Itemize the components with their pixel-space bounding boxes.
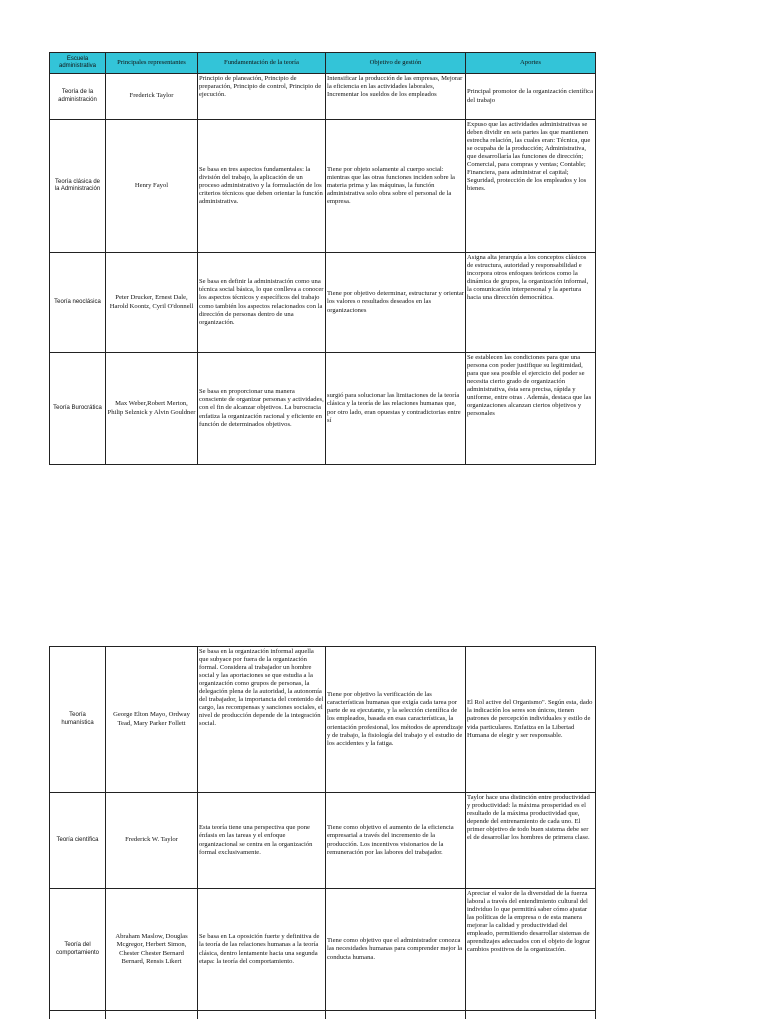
cutoff-cell	[326, 1011, 466, 1020]
basis-cell: Se basa en tres aspectos fundamentales: la división del trabajo, la aplicación de un proceso administrativo y la formulación de los criterios técnicos que deben orientar la función administrativa.	[198, 120, 326, 253]
reps-cell: Peter Drucker, Ernest Dale, Harold Koontz, Cyril O'donnell	[106, 253, 198, 353]
table-row	[50, 647, 596, 793]
header-objective: Objetivo de gestión	[326, 53, 466, 74]
cutoff-cell	[106, 1011, 198, 1020]
objective-cell: Tiene por objetivo determinar, estructurar y orientar los valores o resultados deseados en las organizaciones	[326, 253, 466, 353]
table-row	[50, 793, 596, 889]
table-row	[50, 74, 596, 120]
objective-cell: Tiene por objetivo la verificación de las características humanas que exigía cada tarea por parte de su ejecutante, y la selección científica de los empleados, basada en esas características, la orientación profesional, los métodos de aprendizaje y de trabajo, la fisiología del trabajo y el estudio de los accidentes y la fatiga.	[326, 647, 466, 793]
reps-cell: Max Weber,Robert Merton, Philip Selznick y Alvin Gouldner	[106, 353, 198, 465]
objective-cell: Intensificar la producción de las empresas, Mejorar la eficiencia en las actividades laborales, Incrementar los sueldos de los empleados	[326, 74, 466, 120]
school-cell: Teoría humanística	[50, 647, 106, 793]
contributions-cell: El Rol active del Organismo". Según esta, dado la indicación los seres son únicos, tienen patrones de percepción individuales y estilo de vida particulares. Enfatiza en la Libertad Humana de elegir y ser responsable.	[466, 647, 596, 793]
header-basis: Fundamentación de la teoría	[198, 53, 326, 74]
reps-cell: Henry Fayol	[106, 120, 198, 253]
reps-cell: George Elton Mayo, Ordway Tead, Mary Parker Follett	[106, 647, 198, 793]
objective-cell: Tiene como objetivo que el administrador conozca las necesidades humanas para comprender mejor la conducta humana.	[326, 889, 466, 1011]
theories-table-part-2	[49, 646, 596, 1019]
school-cell: Teoría del comportamiento	[50, 889, 106, 1011]
reps-cell: Frederick W. Taylor	[106, 793, 198, 889]
basis-cell: Principio de planeación, Principio de preparación, Principio de control, Principio de ejecución.	[198, 74, 326, 120]
objective-cell: Tiene como objetivo el aumento de la eficiencia empresarial a través del incremento de la producción. Los incentivos visionarios de la remuneración por las labores del trabajador.	[326, 793, 466, 889]
header-row	[50, 53, 596, 74]
contributions-cell: Asigna alta jerarquía a los conceptos clásicos de estructura, autoridad y responsabilidad e incorpora otros enfoques teóricos como la dinámica de grupos, la organización informal, la comunicación interpersonal y la apertura hacia una dirección democrática.	[466, 253, 596, 353]
cutoff-cell	[198, 1011, 326, 1020]
reps-cell: Frederick Taylor	[106, 74, 198, 120]
table-row	[50, 120, 596, 253]
school-cell: Teoría de la administración	[50, 74, 106, 120]
school-cell: Teoría neoclásica	[50, 253, 106, 353]
school-cell: Teoría científica	[50, 793, 106, 889]
table-row	[50, 253, 596, 353]
table-row-cutoff	[50, 1011, 596, 1020]
contributions-cell: Taylor hace una distinción entre productividad y productividad: la máxima prosperidad es el resultado de la máxima productividad que, depende del entrenamiento de cada uno. El primer objetivo de todo buen sistema debe ser el de desarrollar los hombres de primera clase.	[466, 793, 596, 889]
basis-cell: Se basa en la organización informal aquella que subyace por fuera de la organización formal. Considera al trabajador un hombre social y las aportaciones se que estudia a la organización como grupos de personas, la delegación plena de la autoridad, la autonomía del trabajador, la importancia del contenido del cargo, las recompensas y sanciones sociales, el nivel de producción depende de la integración social.	[198, 647, 326, 793]
contributions-cell: Apreciar el valor de la diversidad de la fuerza laboral a través del entendimiento cultural del individuo lo que permitirá saber cómo ajustar las políticas de la empresa o de esta manera mejorar la calidad y productividad del empleado, permitiendo desarrollar sistemas de aprendizajes adecuados con el objeto de lograr cambios positivos de la organización.	[466, 889, 596, 1011]
basis-cell: Se basa en La oposición fuerte y definitiva de la teoría de las relaciones humanas a la teoría clásica, dentro lentamente hacia una segunda etapa: la teoría del comportamiento.	[198, 889, 326, 1011]
contributions-cell: Se establecen las condiciones para que una persona con poder justifique su legitimidad, para que sea posible el ejercicio del poder se necesita cierto grado de organización administrativa, ésta sera precisa, rápida y uniforme, entre otras . Además, destaca que las organizaciones alcanzan ciertos objetivos y personales	[466, 353, 596, 465]
table-row	[50, 889, 596, 1011]
cutoff-cell	[50, 1011, 106, 1020]
basis-cell: Se basa en proporcionar una manera consciente de organizar personas y actividades, con el fin de alcanzar objetivos. La burocracia enfatiza la organización racional y eficiente en función de determinados objetivos.	[198, 353, 326, 465]
basis-cell: Esta teoría tiene una perspectiva que pone énfasis en las tareas y el enfoque organizacional se centra en la organización formal exclusivamente.	[198, 793, 326, 889]
theories-table-part-1	[49, 52, 596, 465]
cutoff-cell	[466, 1011, 596, 1020]
header-contributions: Aportes	[466, 53, 596, 74]
table-row	[50, 353, 596, 465]
basis-cell: Se basa en definir la administración como una técnica social básica, lo que conlleva a conocer los aspectos técnicos y específicos del trabajo como también los aspectos relacionados con la dirección de personas dentro de una organización.	[198, 253, 326, 353]
contributions-cell: Principal promotor de la organización científica del trabajo	[466, 74, 596, 120]
objective-cell: surgió para solucionar las limitaciones de la teoría clásica y la teoría de las relaciones humanas que, por otro lado, eran opuestas y contradictorias entre sí	[326, 353, 466, 465]
header-reps: Principales representantes	[106, 53, 198, 74]
reps-cell: Abraham Maslow, Douglas Mcgregor, Herbert Simon, Chester Chester Bernard Bernard, Rensis Likert	[106, 889, 198, 1011]
school-cell: Teoría Burocrática	[50, 353, 106, 465]
contributions-cell: Expuso que las actividades administrativas se deben dividir en seis partes las que mantienen estrecha relación, las cuales eran: Técnica, que se ocupaba de la producción; Administrativa, que desarrollaría las funciones de dirección; Comercial, para compras y ventas; Contable; Financiera, para administrar el capital; Seguridad, protección de los empleados y los bienes.	[466, 120, 596, 253]
objective-cell: Tiene por objeto solamente al cuerpo social: mientras que las otras funciones inciden sobre la materia prima y las máquinas, la función administrativa solo obra sobre el personal de la empresa.	[326, 120, 466, 253]
school-cell: Teoría clásica de la Administración	[50, 120, 106, 253]
header-school: Escuela administrativa	[50, 53, 106, 74]
